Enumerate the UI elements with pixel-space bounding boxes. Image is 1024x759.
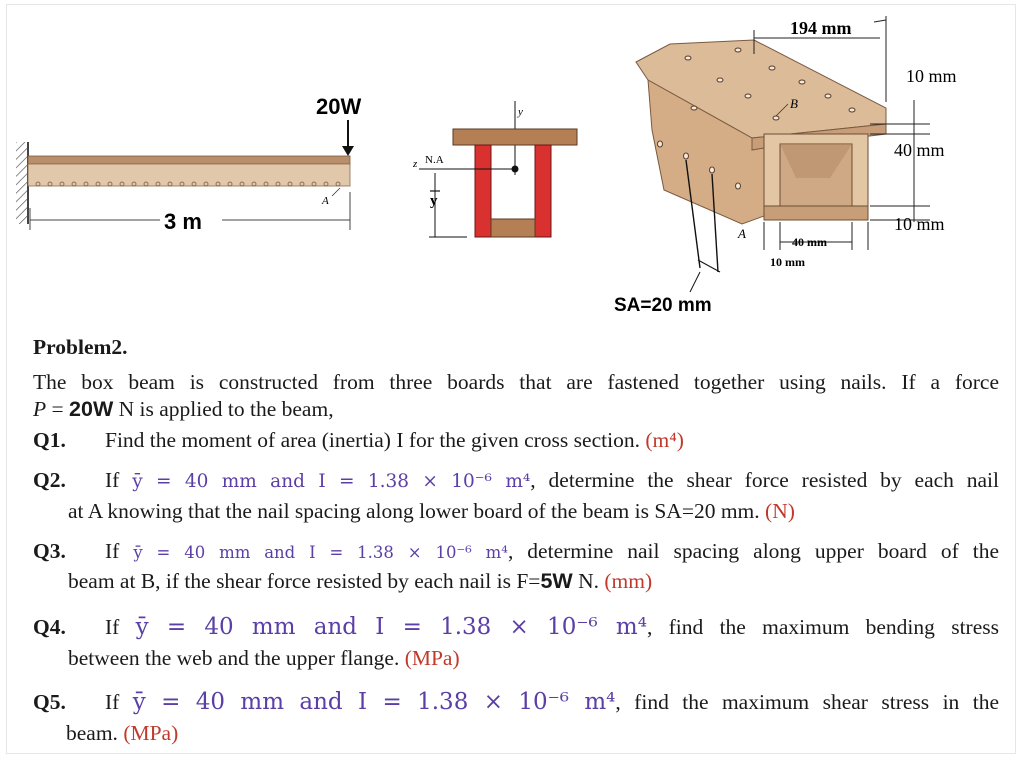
- intro-line-2: P = 20W N is applied to the beam,: [33, 397, 334, 421]
- svg-text:B: B: [790, 96, 798, 111]
- question-3: Q3. If ȳ = 40 mm and I = 1.38 × 10⁻⁶ m⁴, determine nail spacing along upper board of the: [33, 539, 999, 563]
- question-4: Q4. If ȳ = 40 mm and I = 1.38 × 10⁻⁶ m⁴, find the maximum bending stress: [33, 614, 999, 640]
- question-2: Q2. If ȳ = 40 mm and I = 1.38 × 10⁻⁶ m⁴, determine the shear force resisted by each nail: [33, 468, 1000, 492]
- point-a-label: A: [322, 195, 329, 207]
- question-5: Q5. If ȳ = 40 mm and I = 1.38 × 10⁻⁶ m⁴, find the maximum shear stress in the: [33, 689, 1000, 715]
- question-2-line-2: at A knowing that the nail spacing along lower board of the beam is SA=20 mm. (N): [68, 499, 795, 523]
- box-beam-figure: [614, 10, 990, 320]
- top-flange: [453, 129, 577, 145]
- question-3-line-2: beam at B, if the shear force resisted by each nail is F=5W N. (mm): [68, 569, 653, 593]
- top-width-label: 194 mm: [790, 18, 852, 38]
- svg-text:A: A: [738, 226, 746, 241]
- section-figure: [405, 95, 585, 245]
- web-height-label: 40 mm: [894, 140, 945, 160]
- right-web: [535, 145, 551, 237]
- beam-body: [28, 164, 350, 186]
- nail-spacing-label: SA=20 mm: [614, 295, 712, 316]
- problem-title: Problem2.: [33, 335, 128, 359]
- web-thickness-label: 10 mm: [770, 255, 805, 269]
- question-5-line-2: beam. (MPa): [66, 721, 179, 745]
- left-web: [475, 145, 491, 237]
- bottom-flange-label: 10 mm: [894, 214, 945, 234]
- beam-figure: [10, 80, 370, 250]
- load-label: 20W: [316, 94, 362, 119]
- svg-text:y: y: [430, 193, 438, 209]
- top-flange-label: 10 mm: [906, 66, 957, 86]
- intro-line-1: The box beam is constructed from three boards that are fastened together using nails. If a force: [33, 370, 999, 394]
- inner-width-label: 40 mm: [792, 235, 827, 249]
- fixed-wall: [16, 142, 28, 224]
- beam-top-board: [28, 156, 350, 164]
- svg-text:N.A: N.A: [425, 154, 444, 166]
- question-1: Q1. Find the moment of area (inertia) I for the given cross section. (m⁴): [33, 428, 684, 452]
- svg-text:z: z: [413, 158, 418, 170]
- length-label: 3 m: [164, 209, 202, 234]
- svg-text:y: y: [518, 106, 523, 118]
- question-4-line-2: between the web and the upper flange. (MPa): [68, 646, 460, 670]
- bottom-board: [491, 219, 535, 237]
